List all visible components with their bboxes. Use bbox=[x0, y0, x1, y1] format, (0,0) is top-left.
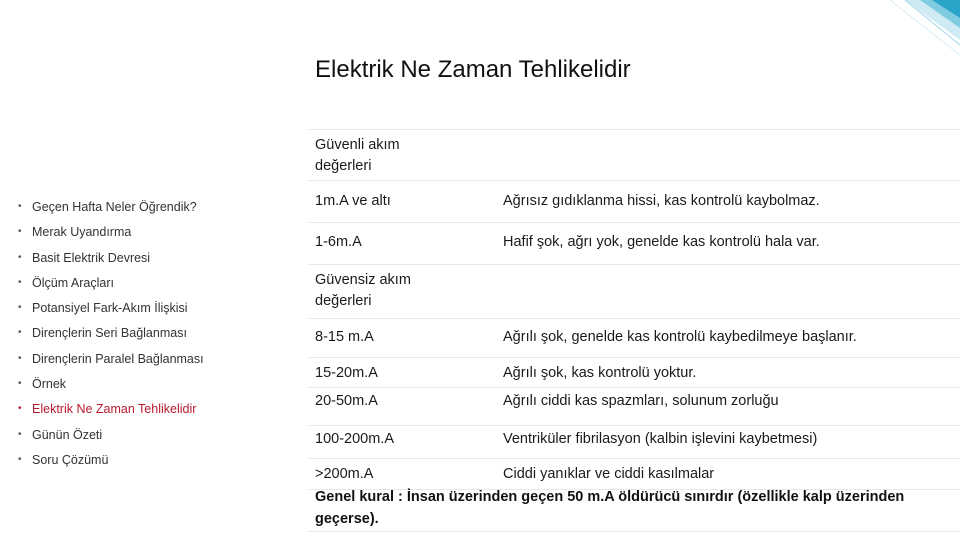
safe-header-row bbox=[308, 129, 960, 180]
sidebar-item-measurement-tools[interactable]: • Ölçüm Araçları bbox=[18, 274, 288, 299]
table-row bbox=[308, 180, 960, 222]
current-cell: 1m.A ve altı bbox=[315, 193, 391, 209]
sidebar-item-question-solving[interactable]: • Soru Çözümü bbox=[18, 451, 288, 476]
current-cell: 1-6m.A bbox=[315, 234, 362, 250]
general-rule-note: Genel kural : İnsan üzerinden geçen 50 m.A öldürücü sınırdır (özellikle kalp üzerinden geçerse). bbox=[315, 489, 905, 527]
current-effects-table bbox=[308, 129, 960, 490]
table-row bbox=[308, 357, 960, 387]
sidebar-item-example[interactable]: • Örnek bbox=[18, 375, 288, 400]
sidebar-item-parallel-resistors[interactable]: • Dirençlerin Paralel Bağlanması bbox=[18, 350, 288, 375]
table-row bbox=[308, 318, 960, 357]
slide-title: Elektrik Ne Zaman Tehlikelidir bbox=[315, 56, 631, 83]
unsafe-header-row bbox=[308, 264, 960, 318]
effect-cell: Ağrılı şok, genelde kas kontrolü kaybedilmeye başlanır. bbox=[503, 329, 857, 345]
effect-cell: Hafif şok, ağrı yok, genelde kas kontrolü hala var. bbox=[503, 234, 820, 250]
sidebar-item-series-resistors[interactable]: • Dirençlerin Seri Bağlanması bbox=[18, 324, 288, 349]
sidebar-item-previous-week[interactable]: • Geçen Hafta Neler Öğrendik? bbox=[18, 198, 288, 223]
effect-cell: Ciddi yanıklar ve ciddi kasılmalar bbox=[503, 466, 715, 482]
sidebar-nav bbox=[18, 198, 288, 476]
current-cell: >200m.A bbox=[315, 466, 374, 482]
current-cell: 8-15 m.A bbox=[315, 329, 374, 345]
sidebar-item-electric-danger[interactable]: • Elektrik Ne Zaman Tehlikelidir bbox=[18, 400, 288, 425]
unsafe-header: Güvensiz akım değerleri bbox=[315, 272, 411, 309]
effect-cell: Ventriküler fibrilasyon (kalbin işlevini kaybetmesi) bbox=[503, 431, 818, 447]
safe-header: Güvenli akım değerleri bbox=[315, 137, 400, 174]
sidebar-item-simple-circuit[interactable]: • Basit Elektrik Devresi bbox=[18, 249, 288, 274]
current-cell: 100-200m.A bbox=[315, 431, 394, 447]
sidebar-item-daily-summary[interactable]: • Günün Özeti bbox=[18, 426, 288, 451]
table-row bbox=[308, 387, 960, 425]
corner-decoration bbox=[810, 0, 960, 60]
current-cell: 20-50m.A bbox=[315, 393, 378, 409]
effect-cell: Ağrısız gıdıklanma hissi, kas kontrolü kaybolmaz. bbox=[503, 193, 820, 209]
sidebar-item-voltage-current[interactable]: • Potansiyel Fark-Akım İlişkisi bbox=[18, 299, 288, 324]
sidebar-item-curiosity[interactable]: • Merak Uyandırma bbox=[18, 223, 288, 248]
bottom-divider bbox=[308, 531, 960, 532]
table-row bbox=[308, 458, 960, 489]
effect-cell: Ağrılı ciddi kas spazmları, solunum zorluğu bbox=[503, 393, 779, 409]
effect-cell: Ağrılı şok, kas kontrolü yoktur. bbox=[503, 365, 697, 381]
table-row bbox=[308, 222, 960, 264]
table-row bbox=[308, 425, 960, 458]
current-cell: 15-20m.A bbox=[315, 365, 378, 381]
